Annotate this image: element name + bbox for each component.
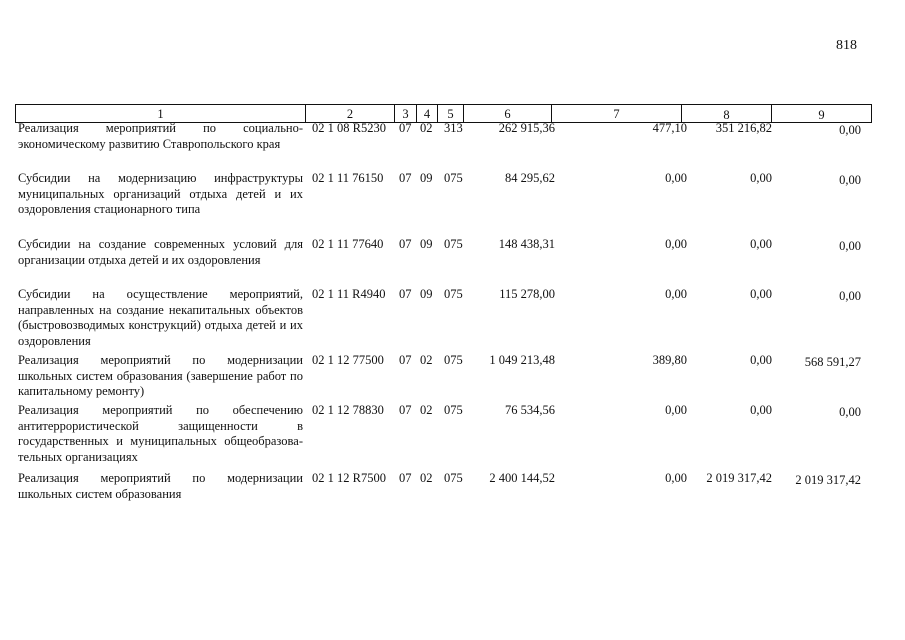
row-description: Субсидии на модернизацию инфраструктуры муниципальных организаций отдыха детей и их оздоровления стационарного типа [18, 171, 303, 216]
header-col-3: 3 [395, 105, 417, 123]
row-value-7: 0,00 [665, 237, 687, 251]
row-code: 02 1 11 R4940 [312, 287, 386, 301]
row-subsection: 09 [420, 237, 433, 251]
row-value-9: 0,00 [839, 173, 861, 187]
row-section: 07 [399, 287, 412, 301]
row-value-8: 0,00 [750, 353, 772, 367]
row-value-6: 148 438,31 [498, 237, 555, 251]
row-description: Субсидии на создание современных условий для организации отдыха детей и их оздоровления [18, 237, 303, 267]
row-code: 02 1 12 77500 [312, 353, 384, 367]
row-value-9: 2 019 317,42 [795, 473, 861, 487]
row-description: Реализация мероприятий по модернизации школьных систем образования (завершение работ по капитальному ремонту) [18, 353, 303, 398]
row-value-6: 2 400 144,52 [489, 471, 555, 485]
row-description: Реализация мероприятий по социально-экономическому развитию Ставропольского края [18, 121, 303, 151]
row-value-8: 0,00 [750, 237, 772, 251]
row-subsection: 02 [420, 403, 433, 417]
row-value-6: 115 278,00 [499, 287, 555, 301]
row-code: 02 1 12 R7500 [312, 471, 386, 485]
row-code: 02 1 08 R5230 [312, 121, 386, 135]
row-expense-type: 075 [444, 353, 463, 367]
row-value-8: 0,00 [750, 287, 772, 301]
row-expense-type: 075 [444, 287, 463, 301]
row-value-6: 262 915,36 [498, 121, 555, 135]
row-description: Реализация мероприятий по модернизации школьных систем образования [18, 471, 303, 501]
row-section: 07 [399, 237, 412, 251]
row-expense-type: 075 [444, 171, 463, 185]
table-body [0, 121, 905, 521]
row-value-8: 351 216,82 [715, 121, 772, 135]
row-subsection: 02 [420, 121, 433, 135]
header-col-4: 4 [417, 105, 438, 123]
row-expense-type: 075 [444, 237, 463, 251]
row-value-9: 0,00 [839, 239, 861, 253]
row-expense-type: 075 [444, 471, 463, 485]
row-description: Реализация мероприятий по обеспечению антитеррористической защищенности в государственных и муниципальных общеобразова-тельных организациях [18, 403, 303, 464]
row-value-7: 0,00 [665, 171, 687, 185]
row-section: 07 [399, 171, 412, 185]
header-col-9: 9 [772, 105, 872, 123]
row-code: 02 1 11 77640 [312, 237, 384, 251]
row-subsection: 02 [420, 353, 433, 367]
row-section: 07 [399, 121, 412, 135]
header-col-1: 1 [16, 105, 306, 123]
row-value-8: 2 019 317,42 [706, 471, 772, 485]
row-section: 07 [399, 353, 412, 367]
header-col-5: 5 [438, 105, 464, 123]
header-col-2: 2 [306, 105, 395, 123]
row-section: 07 [399, 403, 412, 417]
row-value-6: 76 534,56 [505, 403, 555, 417]
row-expense-type: 075 [444, 403, 463, 417]
row-value-7: 389,80 [652, 353, 687, 367]
row-value-7: 0,00 [665, 471, 687, 485]
header-col-8: 8 [682, 105, 772, 123]
row-subsection: 02 [420, 471, 433, 485]
row-value-9: 568 591,27 [804, 355, 861, 369]
row-value-9: 0,00 [839, 123, 861, 137]
row-value-8: 0,00 [750, 171, 772, 185]
row-description: Субсидии на осуществление мероприятий, направленных на создание некапитальных объектов (быстровозводимых конструкций) отдыха детей и их оздоровления [18, 287, 303, 348]
row-subsection: 09 [420, 171, 433, 185]
row-value-9: 0,00 [839, 289, 861, 303]
row-code: 02 1 11 76150 [312, 171, 384, 185]
row-value-8: 0,00 [750, 403, 772, 417]
header-col-6: 6 [464, 105, 552, 123]
row-value-6: 1 049 213,48 [489, 353, 555, 367]
header-col-7: 7 [552, 105, 682, 123]
row-value-7: 0,00 [665, 287, 687, 301]
row-subsection: 09 [420, 287, 433, 301]
row-value-9: 0,00 [839, 405, 861, 419]
row-value-7: 477,10 [652, 121, 687, 135]
row-value-7: 0,00 [665, 403, 687, 417]
row-code: 02 1 12 78830 [312, 403, 384, 417]
row-expense-type: 313 [444, 121, 463, 135]
row-value-6: 84 295,62 [505, 171, 555, 185]
row-section: 07 [399, 471, 412, 485]
page-number: 818 [836, 38, 857, 53]
